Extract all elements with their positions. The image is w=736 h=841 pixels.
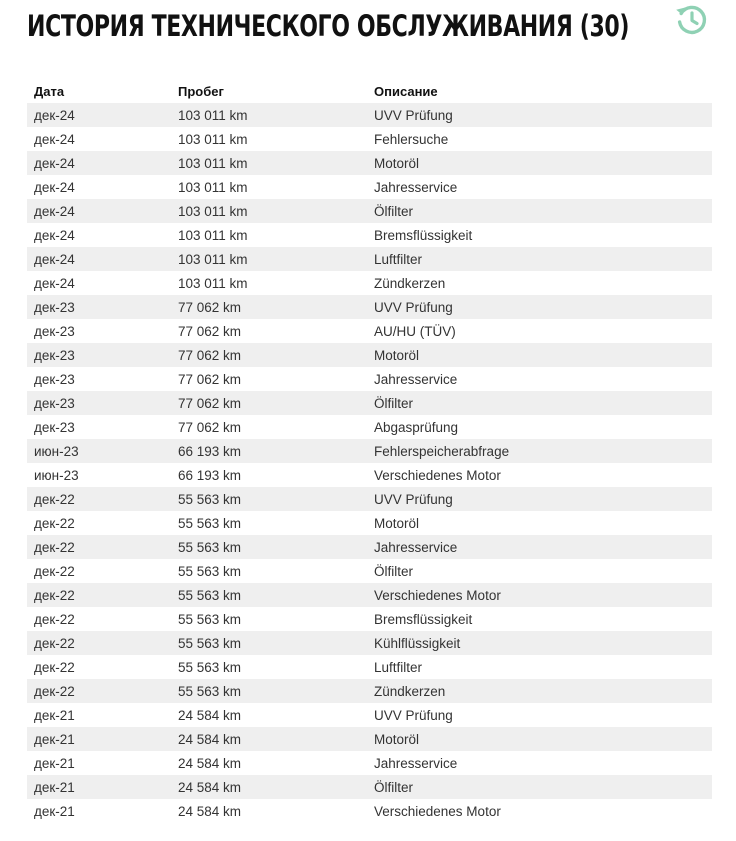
mileage-cell: 103 011 km	[178, 275, 248, 291]
table-row	[27, 487, 712, 511]
mileage-cell: 77 062 km	[178, 323, 242, 339]
table-row	[27, 607, 712, 631]
description-cell: Motoröl	[367, 343, 712, 367]
mileage-cell: 55 563 km	[171, 583, 367, 607]
description-cell: Verschiedenes Motor	[374, 467, 501, 483]
date-cell: дек-22	[34, 659, 75, 675]
table-row	[27, 559, 712, 583]
date-cell: дек-24	[34, 275, 75, 291]
description-cell: UVV Prüfung	[367, 295, 712, 319]
table-row	[27, 535, 712, 559]
description-cell: Verschiedenes Motor	[367, 583, 712, 607]
date-cell: дек-24	[34, 179, 75, 195]
column-header-mileage: Пробег	[178, 83, 224, 99]
date-cell: дек-24	[34, 131, 75, 147]
date-cell: дек-22	[27, 583, 171, 607]
mileage-cell: 103 011 km	[171, 199, 367, 223]
description-cell: Zündkerzen	[367, 679, 712, 703]
mileage-cell: 55 563 km	[171, 631, 367, 655]
description-cell: Abgasprüfung	[374, 419, 459, 435]
mileage-cell: 24 584 km	[178, 755, 242, 771]
date-cell: дек-22	[27, 487, 171, 511]
description-cell: Kühlflüssigkeit	[367, 631, 712, 655]
table-row	[27, 463, 712, 487]
mileage-cell: 55 563 km	[178, 659, 242, 675]
mileage-cell: 66 193 km	[178, 467, 242, 483]
mileage-cell: 103 011 km	[178, 179, 248, 195]
mileage-cell: 55 563 km	[171, 679, 367, 703]
table-row	[27, 751, 712, 775]
table-row	[27, 655, 712, 679]
description-cell: Verschiedenes Motor	[374, 803, 501, 819]
page-title: ИСТОРИЯ ТЕХНИЧЕСКОГО ОБСЛУЖИВАНИЯ (30)	[27, 9, 630, 43]
description-cell: Ölfilter	[367, 391, 712, 415]
table-row	[27, 175, 712, 199]
date-cell: дек-23	[34, 371, 75, 387]
table-row	[27, 703, 712, 727]
mileage-cell: 55 563 km	[171, 535, 367, 559]
table-row	[27, 151, 712, 175]
table-body	[27, 103, 712, 823]
date-cell: дек-24	[27, 103, 171, 127]
table-row	[27, 127, 712, 151]
date-cell: дек-22	[34, 563, 75, 579]
table-row	[27, 415, 712, 439]
mileage-cell: 103 011 km	[171, 151, 367, 175]
description-cell: Luftfilter	[374, 659, 423, 675]
description-cell: Fehlerspeicherabfrage	[367, 439, 712, 463]
description-cell: Ölfilter	[374, 563, 414, 579]
description-cell: UVV Prüfung	[374, 707, 453, 723]
mileage-cell: 77 062 km	[178, 371, 242, 387]
date-cell: дек-22	[27, 679, 171, 703]
description-cell: UVV Prüfung	[367, 103, 712, 127]
mileage-cell: 55 563 km	[178, 563, 242, 579]
description-cell: AU/HU (TÜV)	[374, 323, 456, 339]
mileage-cell: 24 584 km	[178, 803, 242, 819]
table-row	[27, 223, 712, 247]
mileage-cell: 55 563 km	[171, 487, 367, 511]
description-cell: Jahresservice	[367, 535, 712, 559]
date-cell: дек-22	[34, 515, 75, 531]
date-cell: дек-22	[27, 631, 171, 655]
mileage-cell: 24 584 km	[171, 727, 367, 751]
mileage-cell: 24 584 km	[178, 707, 242, 723]
date-cell: дек-23	[27, 391, 171, 415]
table-row	[27, 199, 712, 223]
mileage-cell: 77 062 km	[171, 391, 367, 415]
table-row	[27, 775, 712, 799]
mileage-cell: 103 011 km	[178, 227, 248, 243]
description-cell: Bremsflüssigkeit	[374, 227, 473, 243]
description-cell: Ölfilter	[367, 199, 712, 223]
mileage-cell: 66 193 km	[171, 439, 367, 463]
mileage-cell: 103 011 km	[171, 103, 367, 127]
description-cell: Jahresservice	[374, 179, 458, 195]
mileage-cell: 55 563 km	[178, 515, 242, 531]
mileage-cell: 77 062 km	[171, 295, 367, 319]
description-cell: Zündkerzen	[374, 275, 446, 291]
description-cell: Luftfilter	[367, 247, 712, 271]
table-row	[27, 295, 712, 319]
table-row	[27, 583, 712, 607]
description-cell: Ölfilter	[367, 775, 712, 799]
date-cell: дек-23	[34, 323, 75, 339]
table-row	[27, 271, 712, 295]
table-row	[27, 679, 712, 703]
mileage-cell: 103 011 km	[171, 247, 367, 271]
date-cell: дек-23	[27, 295, 171, 319]
table-row	[27, 247, 712, 271]
table-row	[27, 391, 712, 415]
table-row	[27, 439, 712, 463]
mileage-cell: 103 011 km	[178, 131, 248, 147]
description-cell: Jahresservice	[374, 371, 458, 387]
table-row	[27, 631, 712, 655]
date-cell: дек-24	[27, 151, 171, 175]
date-cell: дек-23	[34, 419, 75, 435]
date-cell: дек-24	[27, 199, 171, 223]
column-header-date: Дата	[34, 83, 65, 99]
description-cell: UVV Prüfung	[367, 487, 712, 511]
table-row	[27, 103, 712, 127]
date-cell: дек-23	[27, 343, 171, 367]
description-cell: Motoröl	[374, 515, 420, 531]
description-cell: Bremsflüssigkeit	[374, 611, 473, 627]
date-cell: дек-21	[34, 755, 75, 771]
maintenance-history-table	[27, 79, 712, 823]
table-header-row	[27, 79, 712, 103]
date-cell: дек-24	[34, 227, 75, 243]
date-cell: июн-23	[27, 439, 171, 463]
description-cell: Jahresservice	[374, 755, 458, 771]
mileage-cell: 55 563 km	[178, 611, 242, 627]
date-cell: дек-22	[34, 611, 75, 627]
date-cell: дек-22	[27, 535, 171, 559]
mileage-cell: 77 062 km	[171, 343, 367, 367]
table-row	[27, 799, 712, 823]
date-cell: июн-23	[34, 467, 79, 483]
mileage-cell: 24 584 km	[171, 775, 367, 799]
table-row	[27, 343, 712, 367]
date-cell: дек-21	[27, 775, 171, 799]
table-row	[27, 727, 712, 751]
history-clock-icon[interactable]	[675, 3, 709, 37]
date-cell: дек-21	[27, 727, 171, 751]
column-header-description: Описание	[374, 83, 438, 99]
description-cell: Motoröl	[367, 727, 712, 751]
table-row	[27, 319, 712, 343]
date-cell: дек-21	[34, 707, 75, 723]
description-cell: Fehlersuche	[374, 131, 449, 147]
description-cell: Motoröl	[367, 151, 712, 175]
date-cell: дек-21	[34, 803, 75, 819]
table-row	[27, 367, 712, 391]
table-row	[27, 511, 712, 535]
mileage-cell: 77 062 km	[178, 419, 242, 435]
date-cell: дек-24	[27, 247, 171, 271]
